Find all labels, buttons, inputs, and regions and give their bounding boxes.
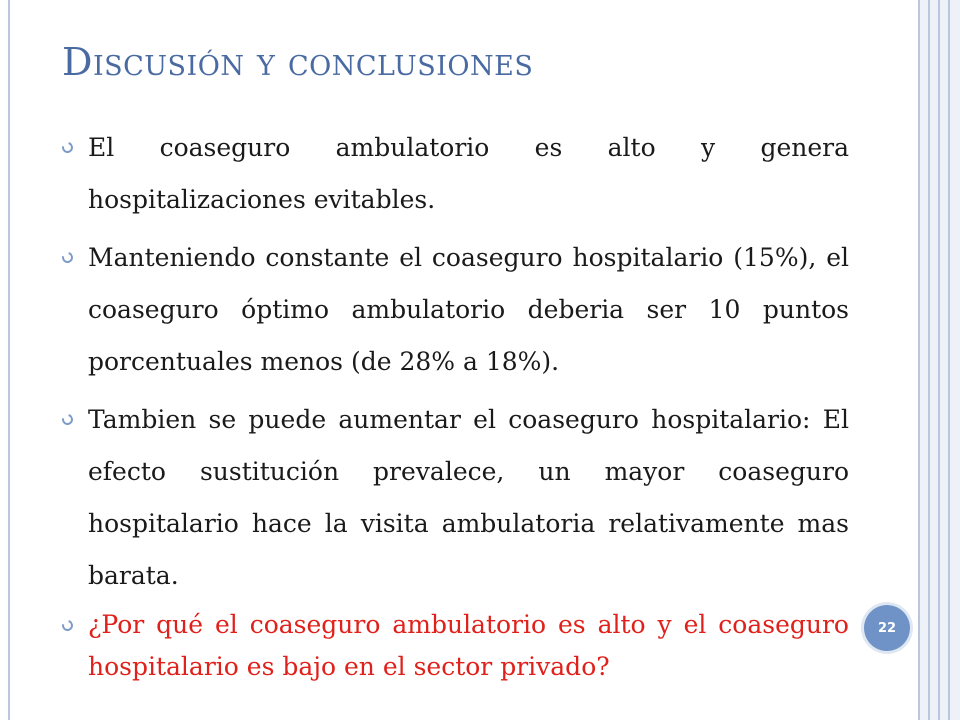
bullet-text: ¿Por qué el coaseguro ambulatorio es alto y el coaseguro hospitalario es bajo en el sector privado? (88, 610, 849, 681)
bullet-text: El coaseguro ambulatorio es alto y genera hospitalizaciones evitables. (88, 133, 849, 214)
right-frame-line (948, 0, 950, 720)
bullet-icon (60, 250, 75, 265)
bullet-item (62, 394, 849, 602)
right-frame-line (938, 0, 940, 720)
right-frame-line (928, 0, 930, 720)
bullet-icon (60, 412, 75, 427)
left-frame-line (8, 0, 10, 720)
right-frame-line (918, 0, 920, 720)
bullet-item-question (62, 604, 849, 688)
page-number-badge: 22 (864, 605, 910, 651)
bullet-item (62, 122, 849, 226)
bullet-icon (60, 140, 75, 155)
bullet-item (62, 232, 849, 388)
bullet-list (62, 122, 849, 694)
slide-title: Discusión y conclusiones (62, 40, 534, 84)
bullet-text: Manteniendo constante el coaseguro hospitalario (15%), el coaseguro óptimo ambulatorio deberia ser 10 puntos porcentuales menos (de 28% a 18%). (88, 243, 849, 376)
bullet-text: Tambien se puede aumentar el coaseguro hospitalario: El efecto sustitución prevalece, un mayor coaseguro hospitalario hace la visita ambulatoria relativamente mas barata. (88, 405, 849, 590)
bullet-icon (60, 618, 75, 633)
